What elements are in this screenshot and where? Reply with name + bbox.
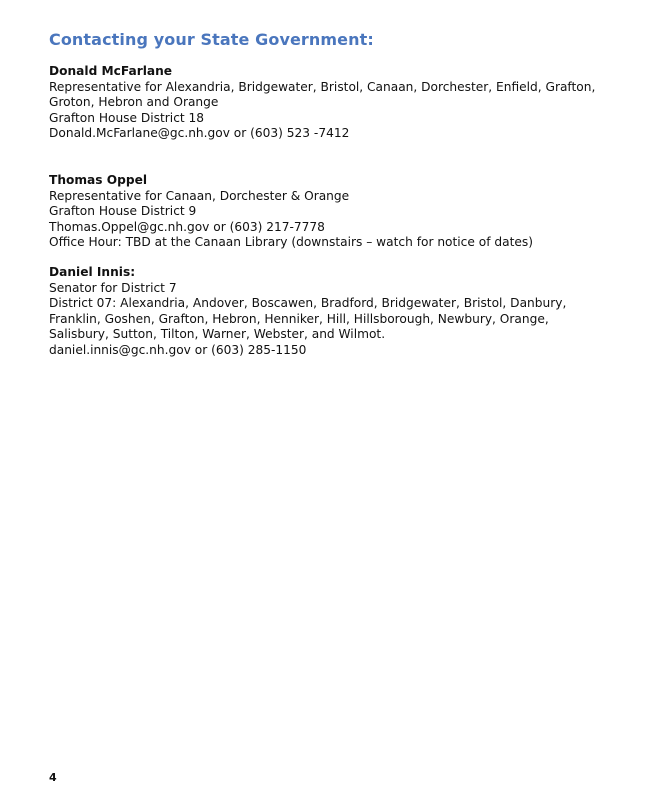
contact-district: Grafton House District 18	[49, 110, 205, 125]
contact-district-towns: District 07: Alexandria, Andover, Boscawen, Bradford, Bridgewater, Bristol, Danbury,	[49, 296, 567, 311]
contact-name: Daniel Innis:	[49, 265, 136, 279]
contact-daniel-innis	[49, 265, 609, 359]
contact-role: Senator for District 7	[49, 280, 177, 295]
contact-district-towns-continued: Franklin, Goshen, Grafton, Hebron, Henniker, Hill, Hillsborough, Newbury, Orange,	[49, 311, 549, 326]
page-number: 4	[49, 771, 57, 784]
contact-role: Representative for Canaan, Dorchester & Orange	[49, 188, 350, 203]
contact-role: Representative for Alexandria, Bridgewater, Bristol, Canaan, Dorchester, Enfield, Grafton,	[49, 79, 596, 94]
contact-name: Donald McFarlane	[49, 64, 173, 78]
contact-email-phone: daniel.innis@gc.nh.gov or (603) 285-1150	[49, 342, 307, 357]
contact-district: Grafton House District 9	[49, 204, 197, 219]
contact-name: Thomas Oppel	[49, 173, 148, 187]
contact-role-continued: Groton, Hebron and Orange	[49, 95, 219, 110]
contact-district-towns-end: Salisbury, Sutton, Tilton, Warner, Webster, and Wilmot.	[49, 327, 386, 342]
contact-email-phone: Thomas.Oppel@gc.nh.gov or (603) 217-7778	[49, 219, 325, 234]
contact-thomas-oppel	[49, 173, 609, 251]
contact-donald-mcfarlane	[49, 64, 609, 142]
page-heading: Contacting your State Government:	[49, 30, 374, 49]
contact-email-phone: Donald.McFarlane@gc.nh.gov or (603) 523 -7412	[49, 126, 350, 141]
contact-office-hour: Office Hour: TBD at the Canaan Library (downstairs – watch for notice of dates)	[49, 235, 533, 250]
